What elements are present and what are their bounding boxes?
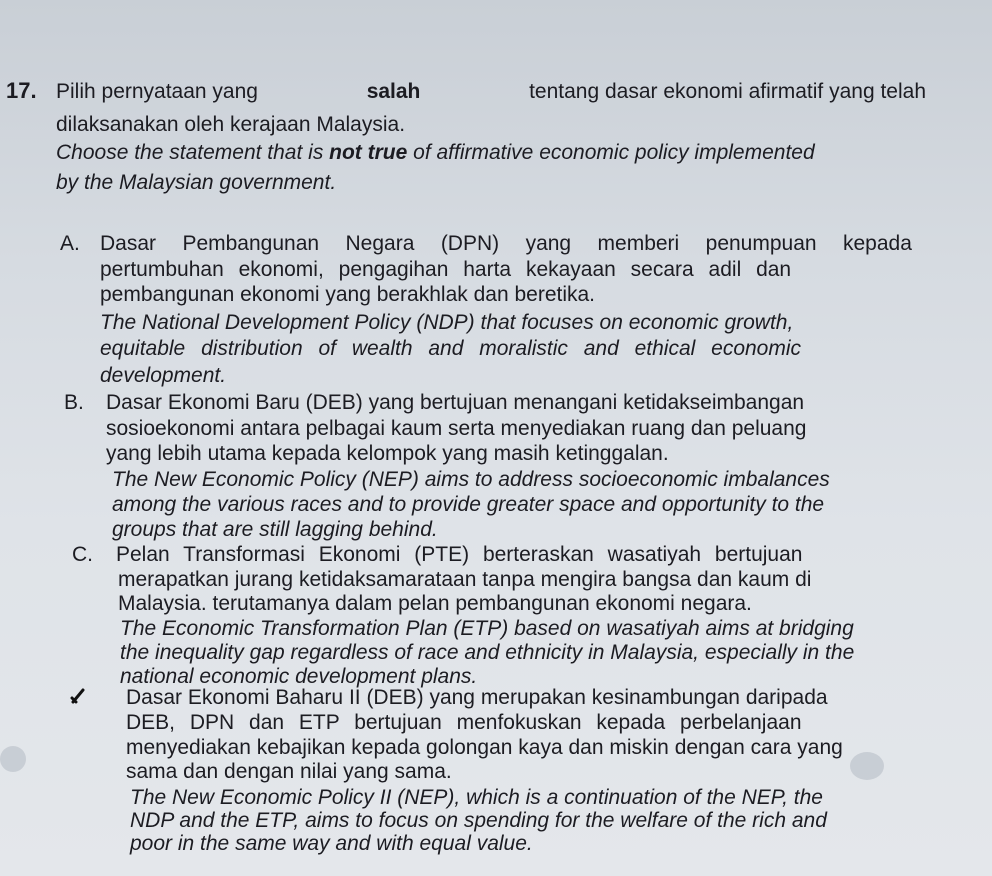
question-ms-line-1 bbox=[56, 80, 926, 104]
option-a-en-line-3: development. bbox=[100, 364, 227, 387]
option-c-ms-line-1: Pelan Transformasi Ekonomi (PTE) berteraskan wasatiyah bertujuan bbox=[116, 543, 803, 566]
option-b-ms-line-3: yang lebih utama kepada kelompok yang masih ketinggalan. bbox=[106, 442, 669, 465]
option-b-ms-line-1: Dasar Ekonomi Baru (DEB) yang bertujuan menangani ketidakseimbangan bbox=[106, 391, 805, 414]
question-en-line-1 bbox=[56, 141, 815, 165]
option-b-en-line-1: The New Economic Policy (NEP) aims to address socioeconomic imbalances bbox=[112, 468, 830, 491]
option-a-en-line-1: The National Development Policy (NDP) that focuses on economic growth, bbox=[100, 311, 794, 334]
option-c-en-line-1: The Economic Transformation Plan (ETP) based on wasatiyah aims at bridging bbox=[120, 617, 854, 640]
question-ms-line-2: dilaksanakan oleh kerajaan Malaysia. bbox=[56, 113, 406, 136]
option-a-ms-line-2: pertumbuhan ekonomi, pengagihan harta kekayaan secara adil dan bbox=[100, 258, 792, 281]
question-ms-text-b: tentang dasar ekonomi afirmatif yang telah bbox=[529, 80, 926, 103]
option-a-en-line-2: equitable distribution of wealth and moralistic and ethical economic bbox=[100, 337, 802, 360]
question-en-bold: not true bbox=[329, 141, 408, 164]
option-c-en-line-3: national economic development plans. bbox=[120, 665, 478, 688]
option-a-ms-line-1: Dasar Pembangunan Negara (DPN) yang memberi penumpuan kepada bbox=[100, 232, 912, 255]
question-en-text-a: Choose the statement that is bbox=[56, 141, 330, 164]
option-d-ms-line-2: DEB, DPN dan ETP bertujuan menfokuskan kepada perbelanjaan bbox=[126, 711, 802, 734]
question-number: 17. bbox=[6, 78, 37, 103]
question-en-text-b: of affirmative economic policy implemented bbox=[407, 141, 815, 164]
question-ms-bold: salah bbox=[366, 80, 421, 103]
question-en-line-2: by the Malaysian government. bbox=[56, 171, 337, 194]
option-d-letter[interactable] bbox=[80, 686, 101, 710]
option-d-en-line-2: NDP and the ETP, aims to focus on spending for the welfare of the rich and bbox=[130, 809, 827, 832]
show-through-circle-right bbox=[850, 752, 884, 780]
option-b-letter[interactable]: B. bbox=[64, 391, 84, 414]
option-d-en-line-3: poor in the same way and with equal value. bbox=[130, 832, 533, 855]
option-d-ms-line-1: Dasar Ekonomi Baharu II (DEB) yang merupakan kesinambungan daripada bbox=[126, 686, 828, 709]
option-a-ms-line-3: pembangunan ekonomi yang berakhlak dan beretika. bbox=[100, 283, 596, 306]
option-c-ms-line-3: Malaysia. terutamanya dalam pelan pembangunan ekonomi negara. bbox=[118, 592, 752, 615]
option-b-en-line-3: groups that are still lagging behind. bbox=[112, 518, 438, 541]
option-d-ms-line-3: menyediakan kebajikan kepada golongan kaya dan miskin dengan cara yang bbox=[126, 736, 843, 759]
option-d-en-line-1: The New Economic Policy II (NEP), which is a continuation of the NEP, the bbox=[130, 786, 823, 809]
option-c-ms-line-2: merapatkan jurang ketidaksamarataan tanpa mengira bangsa dan kaum di bbox=[118, 568, 812, 591]
option-a-letter[interactable]: A. bbox=[60, 232, 80, 255]
option-c-letter[interactable]: C. bbox=[72, 543, 93, 566]
option-c-en-line-2: the inequality gap regardless of race and ethnicity in Malaysia, especially in the bbox=[120, 641, 855, 664]
option-b-en-line-2: among the various races and to provide greater space and opportunity to the bbox=[112, 493, 825, 516]
option-b-ms-line-2: sosioekonomi antara pelbagai kaum serta menyediakan ruang dan peluang bbox=[106, 417, 807, 440]
show-through-circle-left bbox=[0, 746, 26, 772]
question-ms-text-a: Pilih pernyataan yang bbox=[56, 80, 258, 103]
option-d-ms-line-4: sama dan dengan nilai yang sama. bbox=[126, 760, 452, 783]
